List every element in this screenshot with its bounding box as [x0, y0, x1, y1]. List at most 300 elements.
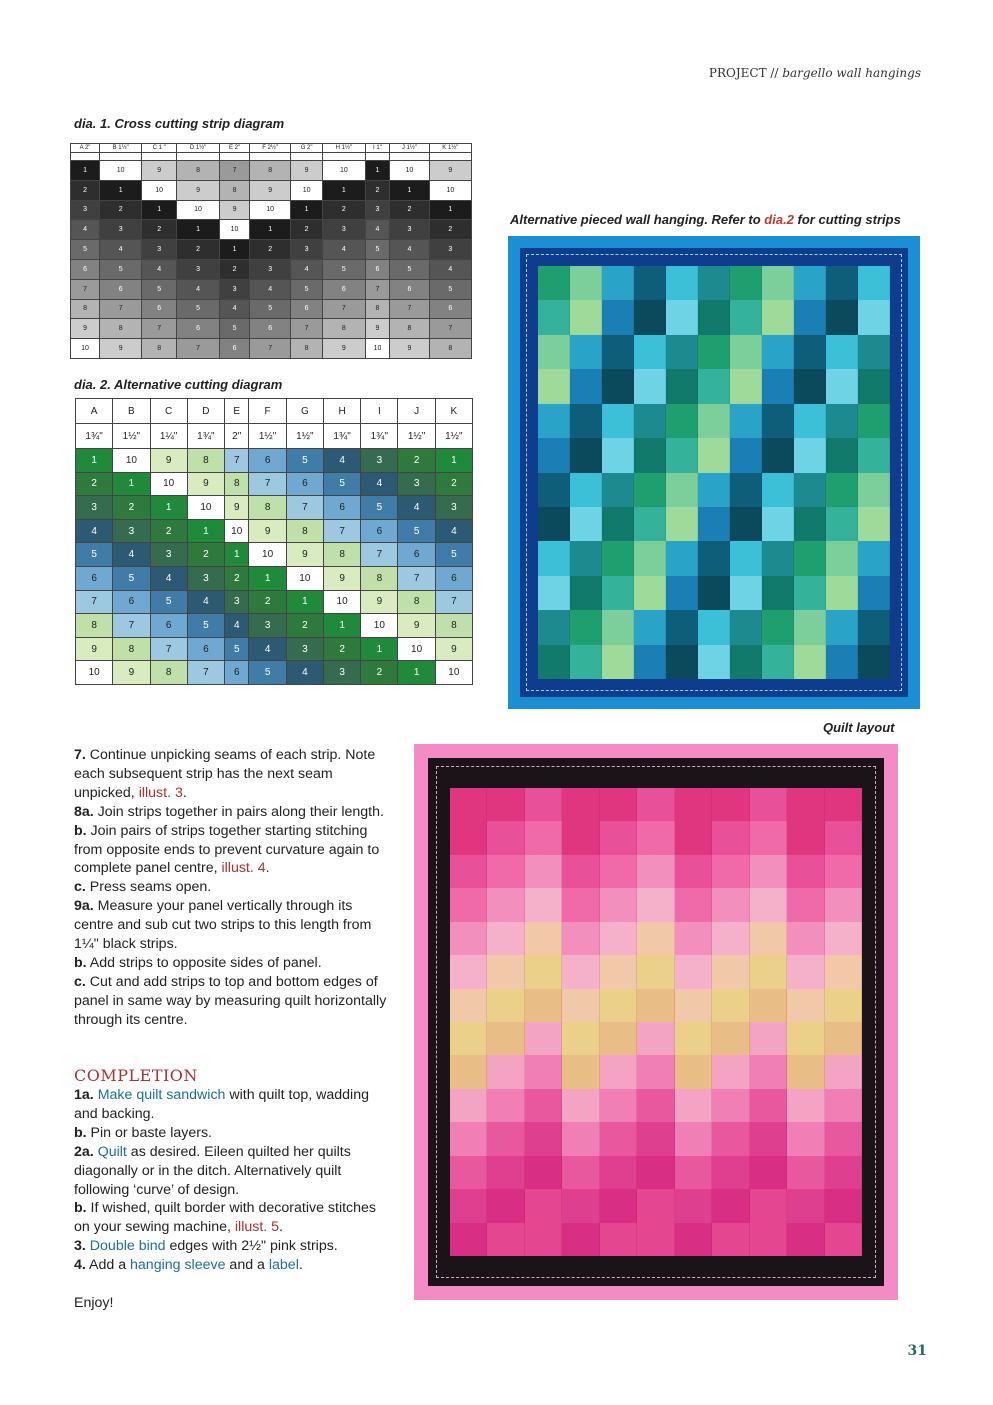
dia1-cell: 3 — [390, 220, 430, 240]
dia2-width-cell: 1½" — [435, 424, 472, 449]
dia2-cell: 6 — [150, 614, 187, 638]
dia1-cell: 8 — [71, 299, 100, 319]
dia1-cell: 4 — [365, 220, 389, 240]
dia2-table — [75, 398, 473, 685]
dia2-letter-cell: A — [76, 399, 113, 424]
dia1-cell: 4 — [429, 259, 471, 279]
dia2-cell: 9 — [286, 543, 323, 567]
dia1-cell: 7 — [291, 319, 323, 339]
completion-2b: b. If wished, quilt border with decorative stitches on your sewing machine, illust. 5. — [74, 1200, 377, 1236]
dia2-cell: 5 — [435, 543, 472, 567]
dia1-cell: 2 — [220, 259, 250, 279]
dia1-cell: 7 — [100, 299, 142, 319]
dia2-cell: 1 — [187, 519, 224, 543]
dia1-cell: 9 — [177, 180, 220, 200]
dia1-spacer-cell — [100, 153, 142, 161]
step-8a: 8a. Join strips together in pairs along their length. — [74, 803, 384, 820]
dia2-cell: 2 — [398, 449, 435, 473]
dia2-cell: 1 — [435, 449, 472, 473]
dia2-cell: 5 — [398, 519, 435, 543]
dia1-header-cell: A 2" — [71, 144, 100, 153]
dia2-cell: 8 — [150, 661, 187, 685]
dia1-cell: 9 — [365, 319, 389, 339]
running-header — [709, 66, 921, 80]
alternative-wall-hanging-photo — [508, 236, 920, 709]
dia1-cell: 8 — [177, 161, 220, 181]
dia1-cell: 4 — [291, 259, 323, 279]
dia1-header-cell: I 1" — [365, 144, 389, 153]
dia2-cell: 9 — [249, 519, 286, 543]
dia1-cell: 5 — [100, 259, 142, 279]
dia2-cell: 3 — [286, 637, 323, 661]
dia1-cell: 4 — [220, 299, 250, 319]
dia2-cell: 8 — [249, 496, 286, 520]
dia2-cell: 10 — [113, 449, 150, 473]
dia1-cell: 5 — [429, 279, 471, 299]
dia1-cell: 4 — [322, 240, 365, 260]
step-8b: b. Join pairs of strips together starting stitching from opposite ends to prevent curvature again to complete panel centre, illust. 4. — [74, 822, 380, 877]
dia2-cell: 3 — [150, 543, 187, 567]
dia1-cell: 2 — [249, 240, 290, 260]
dia2-letter-cell: H — [323, 399, 360, 424]
dia2-cell: 2 — [225, 566, 249, 590]
dia2-letter-cell: D — [187, 399, 224, 424]
dia1-cell: 9 — [390, 339, 430, 359]
dia2-letter-cell: B — [113, 399, 150, 424]
dia1-cell: 6 — [291, 299, 323, 319]
photo1-caption — [510, 212, 901, 227]
dia1-cell: 5 — [291, 279, 323, 299]
dia2-cell: 10 — [225, 519, 249, 543]
dia2-cell: 8 — [113, 637, 150, 661]
dia2-letter-cell: C — [150, 399, 187, 424]
dia2-cell: 2 — [435, 472, 472, 496]
dia2-letter-cell: I — [361, 399, 398, 424]
dia2-cell: 8 — [323, 543, 360, 567]
dia1-cell: 9 — [71, 319, 100, 339]
dia2-cell: 4 — [150, 566, 187, 590]
dia1-cell: 7 — [390, 299, 430, 319]
dia2-cell: 4 — [249, 637, 286, 661]
dia1-cell: 6 — [220, 339, 250, 359]
dia2-cell: 1 — [150, 496, 187, 520]
dia1-cell: 7 — [249, 339, 290, 359]
dia2-cell: 2 — [361, 661, 398, 685]
dia2-cell: 7 — [286, 496, 323, 520]
dia2-letter-cell: F — [249, 399, 286, 424]
illust-4-ref[interactable]: illust. 4 — [221, 860, 266, 877]
completion-3: 3. Double bind edges with 2½" pink strips. — [74, 1238, 338, 1255]
dia1-cell: 3 — [100, 220, 142, 240]
dia2-cell: 1 — [361, 637, 398, 661]
hanging-sleeve-link[interactable]: hanging sleeve — [130, 1257, 226, 1274]
dia1-cell: 1 — [142, 200, 177, 220]
dia2-cell: 4 — [187, 590, 224, 614]
dia1-row — [71, 180, 472, 200]
dia1-spacer-cell — [291, 153, 323, 161]
dia2-cell: 10 — [398, 637, 435, 661]
dia2-cell: 6 — [286, 472, 323, 496]
dia1-spacer-cell — [71, 153, 100, 161]
dia2-cell: 8 — [435, 614, 472, 638]
dia2-cell: 2 — [323, 637, 360, 661]
dia1-cell: 9 — [291, 161, 323, 181]
dia2-cell: 2 — [286, 614, 323, 638]
dia1-row — [71, 279, 472, 299]
dia2-cell: 3 — [187, 566, 224, 590]
dia1-cell: 9 — [429, 161, 471, 181]
dia2-cell: 1 — [249, 566, 286, 590]
dia2-cell: 1 — [76, 449, 113, 473]
dia2-cell: 3 — [323, 661, 360, 685]
dia2-cell: 3 — [398, 472, 435, 496]
dia2-cell: 3 — [76, 496, 113, 520]
dia2-cell: 6 — [187, 637, 224, 661]
dia1-cell: 2 — [71, 180, 100, 200]
dia1-spacer-cell — [142, 153, 177, 161]
dia1-row — [71, 319, 472, 339]
dia1-cell: 7 — [142, 319, 177, 339]
dia1-spacer-cell — [390, 153, 430, 161]
dia1-cell: 2 — [100, 200, 142, 220]
dia2-cell: 5 — [286, 449, 323, 473]
dia2-cell: 7 — [361, 543, 398, 567]
completion-1a: 1a. Make quilt sandwich with quilt top, wadding and backing. — [74, 1087, 369, 1122]
dia1-cell: 2 — [390, 200, 430, 220]
dia2-cell: 4 — [361, 472, 398, 496]
dia1-header-cell: E 2" — [220, 144, 250, 153]
dia2-cell: 3 — [249, 614, 286, 638]
completion-steps — [74, 1086, 394, 1313]
completion-1b: b. Pin or baste layers. — [74, 1124, 212, 1141]
dia2-cell: 4 — [323, 449, 360, 473]
dia1-cell: 10 — [390, 161, 430, 181]
dia2-width-cell: 1¼" — [150, 424, 187, 449]
quilt-link[interactable]: Quilt — [97, 1143, 127, 1160]
dia2-row — [76, 496, 473, 520]
dia2-cell: 6 — [113, 590, 150, 614]
dia1-header-cell: D 1½" — [177, 144, 220, 153]
dia2-width-cell: 1½" — [286, 424, 323, 449]
dia2-cell: 4 — [286, 661, 323, 685]
dia1-cell: 5 — [220, 319, 250, 339]
dia2-cell: 1 — [398, 661, 435, 685]
dia1-cell: 1 — [249, 220, 290, 240]
dia1-cell: 3 — [365, 200, 389, 220]
dia1-cell: 10 — [142, 180, 177, 200]
dia1-cell: 6 — [177, 319, 220, 339]
step-8c: c. Press seams open. — [74, 879, 212, 896]
dia1-spacer-cell — [177, 153, 220, 161]
photo1-caption-text-end: for cutting strips — [793, 212, 901, 227]
dia2-cell: 9 — [150, 449, 187, 473]
dia2-cell: 3 — [361, 449, 398, 473]
dia1-cell: 3 — [249, 259, 290, 279]
dia2-cell: 6 — [249, 449, 286, 473]
dia1-cell: 7 — [71, 279, 100, 299]
dia2-cell: 8 — [361, 566, 398, 590]
dia2-cell: 9 — [187, 472, 224, 496]
dia2-cell: 8 — [187, 449, 224, 473]
dia2-width-cell: 1½" — [249, 424, 286, 449]
dia1-cell: 5 — [71, 240, 100, 260]
dia2-cell: 5 — [225, 637, 249, 661]
dia1-spacer-cell — [429, 153, 471, 161]
illust-3-ref[interactable]: illust. 3 — [138, 784, 183, 801]
dia1-cell: 10 — [249, 200, 290, 220]
dia1-caption: dia. 1. Cross cutting strip diagram — [74, 116, 285, 131]
dia2-row — [76, 566, 473, 590]
dia2-cell: 5 — [361, 496, 398, 520]
dia1-cell: 8 — [100, 319, 142, 339]
dia1-cell: 3 — [71, 200, 100, 220]
dia2-cell: 6 — [361, 519, 398, 543]
dia1-cell: 10 — [291, 180, 323, 200]
completion-2a: 2a. Quilt as desired. Eileen quilted her quilts diagonally or in the ditch. Alternatively quilt following ‘curve’ of design. — [74, 1143, 351, 1198]
dia1-spacer-cell — [322, 153, 365, 161]
dia2-cell: 2 — [113, 496, 150, 520]
dia2-cell: 3 — [113, 519, 150, 543]
dia1-cell: 7 — [365, 279, 389, 299]
dia1-cell: 7 — [429, 319, 471, 339]
dia2-cell: 9 — [323, 566, 360, 590]
dia2-cell: 8 — [398, 590, 435, 614]
dia2-cell: 4 — [76, 519, 113, 543]
dia1-cell: 5 — [142, 279, 177, 299]
dia1-cell: 6 — [71, 259, 100, 279]
dia2-cell: 10 — [361, 614, 398, 638]
dia2-cell: 6 — [76, 566, 113, 590]
double-bind-link[interactable]: Double bind — [89, 1238, 166, 1255]
dia2-cell: 3 — [435, 496, 472, 520]
dia1-cell: 5 — [365, 240, 389, 260]
dia1-cell: 7 — [220, 161, 250, 181]
dia1-cell: 4 — [249, 279, 290, 299]
dia1-cell: 9 — [249, 180, 290, 200]
dia2-row — [76, 449, 473, 473]
dia1-cell: 3 — [177, 259, 220, 279]
dia2-cell: 7 — [398, 566, 435, 590]
dia2-cell: 10 — [286, 566, 323, 590]
dia2-caption: dia. 2. Alternative cutting diagram — [74, 377, 283, 392]
dia2-cell: 4 — [113, 543, 150, 567]
step-9b: b. Add strips to opposite sides of panel. — [74, 954, 322, 971]
dia1-cell: 1 — [365, 161, 389, 181]
dia2-cell: 8 — [286, 519, 323, 543]
dia2-cell: 10 — [435, 661, 472, 685]
dia2-cell: 7 — [225, 449, 249, 473]
dia2-cell: 4 — [435, 519, 472, 543]
dia2-cell: 7 — [187, 661, 224, 685]
dia1-cell: 6 — [322, 279, 365, 299]
dia1-cell: 1 — [429, 200, 471, 220]
dia1-cell: 9 — [100, 339, 142, 359]
completion-4: 4. Add a hanging sleeve and a label. — [74, 1257, 303, 1274]
dia2-cell: 10 — [150, 472, 187, 496]
dia2-cell: 3 — [225, 590, 249, 614]
header-subtitle: bargello wall hangings — [782, 66, 921, 80]
dia1-cell: 8 — [142, 339, 177, 359]
dia1-cell: 4 — [100, 240, 142, 260]
dia1-cell: 6 — [142, 299, 177, 319]
dia1-cell: 10 — [322, 161, 365, 181]
photo1-caption-text: Alternative pieced wall hanging. Refer to — [510, 212, 765, 227]
dia1-cell: 3 — [220, 279, 250, 299]
dia1-cell: 8 — [390, 319, 430, 339]
dia2-cell: 9 — [76, 637, 113, 661]
dia2-cell: 4 — [398, 496, 435, 520]
dia1-cell: 2 — [322, 200, 365, 220]
dia1-cell: 1 — [100, 180, 142, 200]
dia1-cell: 9 — [322, 339, 365, 359]
dia2-cell: 6 — [323, 496, 360, 520]
dia2-cell: 9 — [435, 637, 472, 661]
dia2-width-cell: 1½" — [398, 424, 435, 449]
dia2-cell: 5 — [323, 472, 360, 496]
dia1-header-cell: H 1½" — [322, 144, 365, 153]
dia2-cell: 9 — [225, 496, 249, 520]
dia1-spacer-cell — [249, 153, 290, 161]
dia2-cell: 1 — [225, 543, 249, 567]
dia1-cell: 6 — [365, 259, 389, 279]
dia2-letter-cell: G — [286, 399, 323, 424]
instructions-steps-7-9 — [74, 746, 394, 1030]
dia1-cell: 8 — [429, 339, 471, 359]
dia1-cell: 8 — [365, 299, 389, 319]
dia2-width-cell: 1½" — [113, 424, 150, 449]
dia1-cell: 6 — [100, 279, 142, 299]
dia1-table — [70, 143, 472, 359]
dia2-row — [76, 661, 473, 685]
dia1-cell: 4 — [177, 279, 220, 299]
photo1-caption-link[interactable]: dia.2 — [764, 212, 794, 227]
dia2-cell: 6 — [435, 566, 472, 590]
dia2-cell: 5 — [113, 566, 150, 590]
dia2-cell: 9 — [361, 590, 398, 614]
step-7: 7. Continue unpicking seams of each strip. Note each subsequent strip has the next seam unpicked, illust. 3. — [74, 747, 376, 801]
dia1-spacer-cell — [365, 153, 389, 161]
dia1-row — [71, 161, 472, 181]
dia2-row — [76, 637, 473, 661]
dia2-cell: 5 — [76, 543, 113, 567]
dia1-cell: 1 — [220, 240, 250, 260]
dia1-cell: 3 — [322, 220, 365, 240]
dia2-cell: 2 — [76, 472, 113, 496]
dia2-cell: 1 — [113, 472, 150, 496]
dia1-header-cell: C 1 " — [142, 144, 177, 153]
dia1-cell: 9 — [142, 161, 177, 181]
dia2-cell: 8 — [225, 472, 249, 496]
dia2-cell: 7 — [113, 614, 150, 638]
dia1-cell: 10 — [71, 339, 100, 359]
step-9a: 9a. Measure your panel vertically through its centre and sub cut two strips to this length from 1¼" black strips. — [74, 898, 372, 953]
quilt-layout-photo — [414, 744, 898, 1300]
dia1-cell: 7 — [177, 339, 220, 359]
dia1-header-cell: F 2½" — [249, 144, 290, 153]
dia1-cell: 10 — [177, 200, 220, 220]
dia1-row — [71, 299, 472, 319]
dia2-cell: 9 — [113, 661, 150, 685]
dia1-header-cell: G 2" — [291, 144, 323, 153]
dia2-cell: 6 — [225, 661, 249, 685]
dia1-cell: 5 — [390, 259, 430, 279]
enjoy-text: Enjoy! — [74, 1295, 114, 1312]
dia2-cell: 9 — [398, 614, 435, 638]
dia2-cell: 10 — [249, 543, 286, 567]
dia1-cell: 8 — [291, 339, 323, 359]
dia2-letter-cell: J — [398, 399, 435, 424]
label-link[interactable]: label — [268, 1257, 299, 1274]
dia2-letter-cell: E — [225, 399, 249, 424]
dia1-cell: 4 — [71, 220, 100, 240]
dia1-header-cell: J 1½" — [390, 144, 430, 153]
dia1-cell: 8 — [220, 180, 250, 200]
dia1-cell: 6 — [429, 299, 471, 319]
dia1-cell: 2 — [365, 180, 389, 200]
dia1-row — [71, 200, 472, 220]
dia1-cell: 5 — [322, 259, 365, 279]
dia2-width-cell: 2" — [225, 424, 249, 449]
dia1-header-cell: B 1½" — [100, 144, 142, 153]
dia2-cell: 5 — [187, 614, 224, 638]
dia1-cell: 10 — [365, 339, 389, 359]
dia2-cell: 7 — [150, 637, 187, 661]
dia2-cell: 2 — [249, 590, 286, 614]
illust-5-ref[interactable]: illust. 5 — [234, 1219, 280, 1236]
dia1-cell: 9 — [220, 200, 250, 220]
dia1-cell: 1 — [291, 200, 323, 220]
dia2-cell: 4 — [225, 614, 249, 638]
dia2-row — [76, 543, 473, 567]
dia1-row — [71, 240, 472, 260]
dia1-cell: 5 — [249, 299, 290, 319]
dia1-cell: 6 — [249, 319, 290, 339]
dia2-row — [76, 614, 473, 638]
dia1-header-cell: K 1½" — [429, 144, 471, 153]
dia2-cell: 7 — [435, 590, 472, 614]
dia1-cell: 10 — [220, 220, 250, 240]
dia2-width-cell: 1¾" — [187, 424, 224, 449]
dia2-row — [76, 590, 473, 614]
dia1-row — [71, 339, 472, 359]
dia1-cell: 6 — [390, 279, 430, 299]
dia2-cell: 10 — [187, 496, 224, 520]
dia1-cell: 1 — [322, 180, 365, 200]
dia2-width-cell: 1¾" — [76, 424, 113, 449]
dia1-cell: 3 — [429, 240, 471, 260]
dia2-width-cell: 1¾" — [323, 424, 360, 449]
dia1-cell: 2 — [142, 220, 177, 240]
dia1-spacer-cell — [220, 153, 250, 161]
completion-heading: COMPLETION — [74, 1066, 198, 1085]
dia2-cell: 7 — [323, 519, 360, 543]
step-9c: c. Cut and add strips to top and bottom edges of panel in same way by measuring quilt horizontally through its centre. — [74, 973, 387, 1028]
dia2-cell: 1 — [323, 614, 360, 638]
dia2-letter-cell: K — [435, 399, 472, 424]
dia2-cell: 6 — [398, 543, 435, 567]
dia2-cell: 2 — [187, 543, 224, 567]
dia2-width-cell: 1¾" — [361, 424, 398, 449]
dia1-cell: 10 — [429, 180, 471, 200]
dia1-cell: 8 — [249, 161, 290, 181]
dia2-cell: 7 — [249, 472, 286, 496]
dia1-cell: 3 — [291, 240, 323, 260]
dia1-cell: 8 — [322, 319, 365, 339]
dia2-cell: 1 — [286, 590, 323, 614]
quilt-sandwich-link[interactable]: Make quilt sandwich — [97, 1087, 226, 1103]
header-project: PROJECT // — [708, 66, 779, 80]
dia1-cell: 2 — [291, 220, 323, 240]
